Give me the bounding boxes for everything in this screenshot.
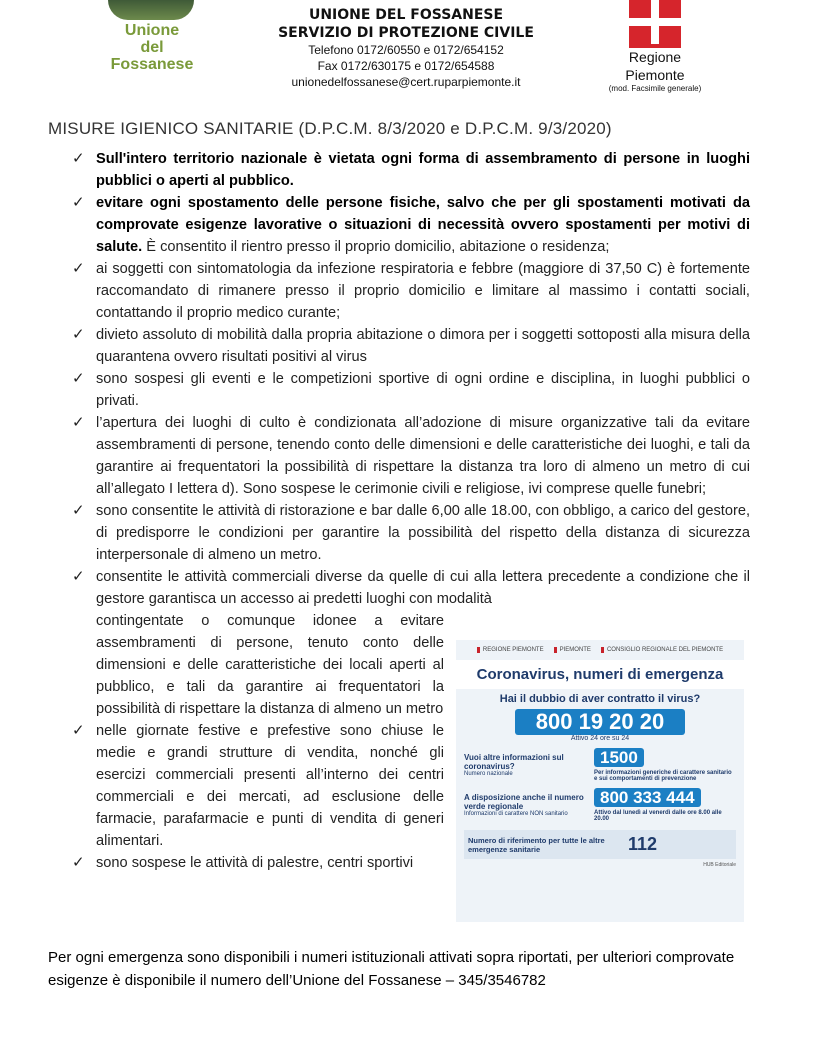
item-text: consentite le attività commerciali diverse da quelle di cui alla lettera precedente a condizione che il gestore garantisca un accesso ai predetti luoghi con modalità [96,569,750,607]
item-text: sono sospese le attività di palestre, centri sportivi [96,855,414,871]
check-icon: ✓ [72,194,85,211]
logo-consiglio-regionale: CONSIGLIO REGIONALE DEL PIEMONTE [601,647,723,653]
item-text: nelle giornate festive e prefestive sono chiuse le medie e grandi strutture di vendita, nonché gli esercizi commerciali presenti all’interno dei centri commerciali e dei mercati, ad esclusione delle farmacie, parafarmacie e punti di vendita di generi alimentari. [96,723,444,849]
main-number-hours: Attivo 24 ore su 24 [570,735,630,742]
logo-landscape-graphic [108,0,194,20]
emergency-numbers-infographic [456,640,744,922]
list-item [72,192,750,258]
phone-line: Telefono 0172/60550 e 0172/654152 [308,43,504,57]
closing-note: Per ogni emergenza sono disponibili i numeri istituzionali attivati sopra riportati, per ulteriori comprovate esigenze è disponibile il numero dell’Unione del Fossanese – 345/3546782 [48,949,735,989]
row2-sublabel: Informazioni di carattere NON sanitario [464,811,568,817]
fax-line: Fax 0172/630175 e 0172/654588 [317,59,495,73]
document-title: MISURE IGIENICO SANITARIE (D.P.C.M. 8/3/2020 e D.P.C.M. 9/3/2020) [48,119,612,138]
check-icon: ✓ [72,414,85,431]
check-icon: ✓ [72,260,85,277]
main-emergency-number: 800 19 20 20 [515,709,685,735]
org-subtitle: SERVIZIO DI PROTEZIONE CIVILE [278,25,534,41]
infographic-logos [456,640,744,660]
row1-sublabel: Numero nazionale [464,771,513,777]
check-icon: ✓ [72,326,85,343]
logo-piemonte: PIEMONTE [554,647,591,653]
list-item [72,258,750,324]
national-number: 1500 [594,748,644,767]
row2-label: A disposizione anche il numero verde regionale [464,793,584,811]
list-item [72,412,750,500]
check-icon: ✓ [72,854,85,871]
logo-line-2: del [140,39,164,56]
list-item [72,720,444,852]
item-text-continued: contingentate o comunque idonee a evitare assembramenti di persone, tenuto conto delle dimensioni e delle caratteristiche dei locali aperti al pubblico, e tali da garantire ai frequentatori la possibilità di rispettare la distanza di almeno un metro [96,613,444,717]
list-item [72,148,750,192]
regione-line-1: Regione [628,49,682,65]
unione-logo [104,0,204,76]
list-item [72,324,750,368]
row1-description: Per informazioni generiche di carattere sanitario e sui comportamenti di prevenzione [594,770,732,782]
list-item [72,500,750,566]
infographic-footer: HUB Editoriale [703,862,736,868]
regional-number: 800 333 444 [594,788,701,807]
item-bold-text: evitare ogni spostamento delle persone fisiche, salvo che per gli spostamenti motivati da comprovate esigenze lavorative o situazioni di necessità ovvero spostamenti per motivi di salute. [96,195,750,255]
item-text: È consentito il rientro presso il proprio domicilio, abitazione o residenza; [142,239,610,255]
check-icon: ✓ [72,370,85,387]
general-emergency-label: Numero di riferimento per tutte le altre emergenze sanitarie [468,835,605,854]
check-icon: ✓ [72,502,85,519]
list-item [72,368,750,412]
item-bold-text: Sull'intero territorio nazionale è vietata ogni forma di assembramento di persone in luoghi pubblici o aperti al pubblico. [96,151,750,189]
general-emergency-row [464,830,736,859]
row1-label: Vuoi altre informazioni sul coronavirus? [464,753,564,771]
infographic-title: Coronavirus, numeri di emergenza [456,660,744,689]
logo-text [104,22,200,73]
regione-note: (mod. Facsimile generale) [608,84,702,93]
regione-line-2: Piemonte [625,67,685,83]
regional-number-row [464,788,736,822]
item-text: ai soggetti con sintomatologia da infezione respiratoria e febbre (maggiore di 37,50 C) è fortemente raccomandato di rimanere presso il proprio domicilio e limitare al massimo i contatti sociali, contattando il proprio medico curante; [96,261,750,321]
check-icon: ✓ [72,150,85,167]
item-text: l’apertura dei luoghi di culto è condizionata all’adozione di misure organizzative tali da evitare assembramenti di persone, tenendo conto delle dimensioni e delle caratteristiche dei luoghi, e tali da garantire ai frequentatori la possibilità di rispettare la distanza tra loro di almeno un metro di cui all’allegato I lettera d). Sono sospese le cerimonie civili e religiose, ivi comprese quelle funebri; [96,415,750,497]
infographic-question: Hai il dubbio di aver contratto il virus? [499,693,701,705]
logo-line-1: Unione [124,22,180,39]
item-text: sono sospesi gli eventi e le competizioni sportive di ogni ordine e disciplina, in luoghi pubblici o privati. [96,371,750,409]
check-icon: ✓ [72,722,85,739]
row2-description: Attivo dal lunedì al venerdì dalle ore 8.00 alle 20.00 [594,810,722,822]
email-line: unionedelfossanese@cert.ruparpiemonte.it [291,75,521,89]
org-title: UNIONE DEL FOSSANESE [308,7,504,23]
check-icon: ✓ [72,568,85,585]
regione-flag-icon [629,0,681,48]
letterhead [256,6,556,90]
item-text: sono consentite le attività di ristorazione e bar dalle 6,00 alle 18.00, con obbligo, a carico del gestore, di predisporre le condizioni per garantire la possibilità del rispetto della distanza di sicurezza interpersonale di almeno un metro. [96,503,750,563]
list-item [72,852,444,874]
regione-logo [600,0,710,94]
general-emergency-number: 112 [628,834,658,854]
logo-regione-piemonte: REGIONE PIEMONTE [477,647,544,653]
logo-line-3: Fossanese [110,56,194,73]
national-number-row [464,748,736,782]
item-text: divieto assoluto di mobilità dalla propria abitazione o dimora per i soggetti sottoposti alla misura della quarantena ovvero risultati positivi al virus [96,327,750,365]
